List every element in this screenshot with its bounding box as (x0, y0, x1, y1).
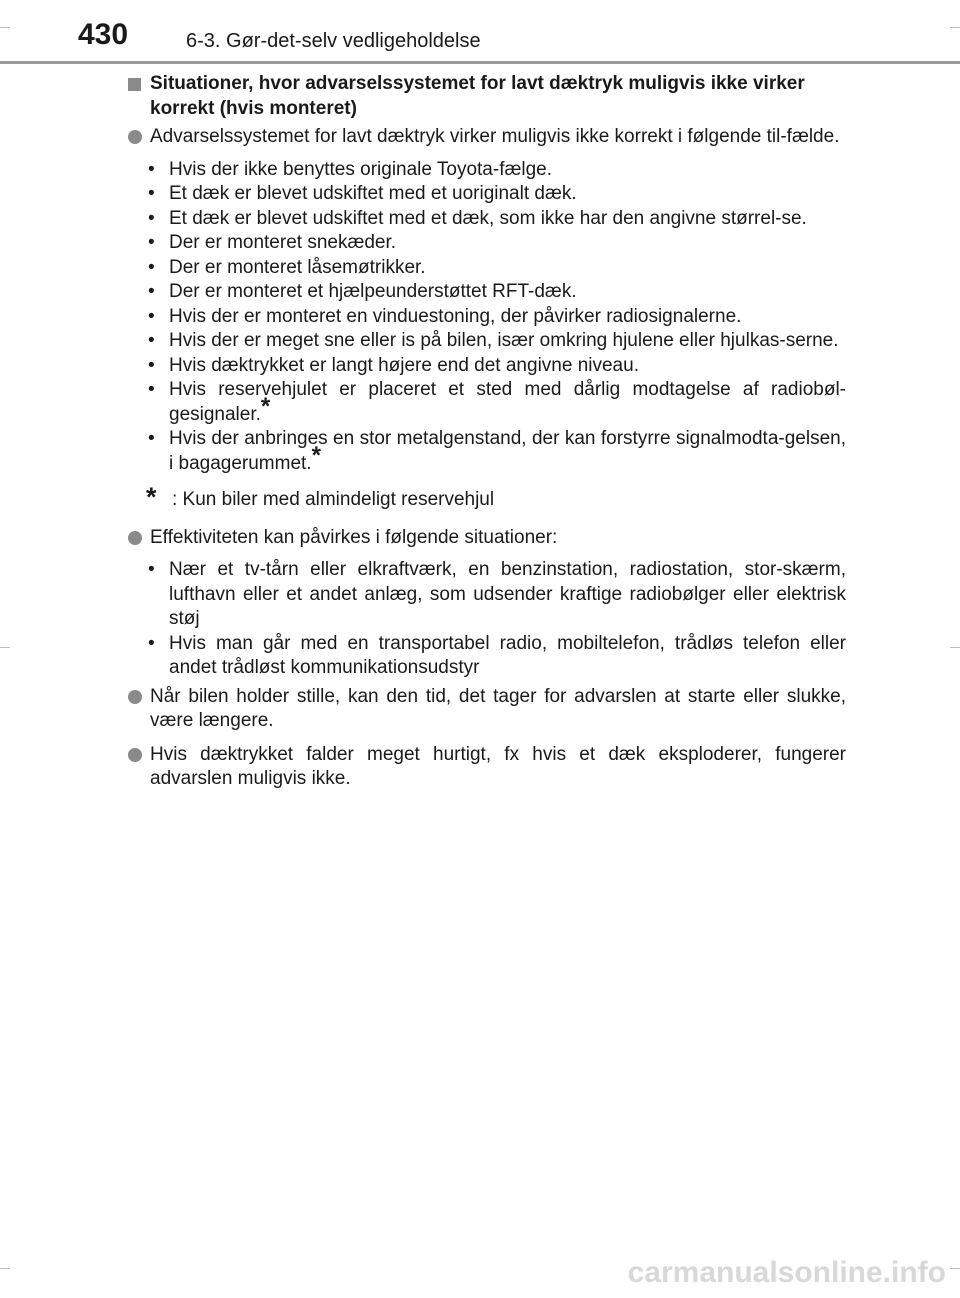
footnote-asterisk: * (146, 482, 157, 512)
bullet-mark: • (148, 330, 155, 351)
asterisk-marker: * (260, 392, 271, 420)
crop-tick-top-right (950, 27, 960, 28)
list-item (128, 256, 846, 281)
site-watermark: carmanualsonline.info (627, 1256, 946, 1289)
asterisk-marker: * (311, 441, 321, 469)
footnote-text: : Kun biler med almindeligt reservehjul (172, 489, 495, 510)
page-number: 430 (78, 18, 129, 51)
section-heading-text: Situationer, hvor advarselssystemet for lavt dæktryk muligvis ikke virker korrekt (hvis monteret) (150, 73, 805, 119)
list-item (128, 182, 846, 207)
list-item (128, 632, 846, 681)
circle-item-4-text: Hvis dæktrykket falder meget hurtigt, fx hvis et dæk eksploderer, fungerer advarslen muligvis ikke. (150, 743, 846, 789)
circle-item-4 (128, 743, 846, 792)
list-item-text: Hvis der ikke benyttes originale Toyota-fælge. (169, 158, 553, 180)
circle-bullet-icon (128, 531, 142, 545)
list-item (128, 354, 846, 379)
bullet-mark: • (148, 428, 155, 449)
list-item-text: Der er monteret et hjælpeunderstøttet RFT-dæk. (169, 281, 577, 302)
list-item-text: Hvis der er monteret en vinduestoning, der påvirker radiosignalerne. (169, 305, 742, 327)
circle-bullet-icon (128, 748, 142, 762)
square-bullet-icon (128, 78, 141, 91)
list-item-text: Hvis man går med en transportabel radio, mobiltelefon, trådløs telefon eller andet trådløst kommunikationsudstyr (169, 632, 846, 678)
list-item-text: Der er monteret snekæder. (169, 232, 397, 253)
page-header (0, 0, 960, 64)
list-item (128, 558, 846, 632)
footnote (128, 482, 846, 513)
bullet-mark: • (148, 183, 155, 204)
list-item-text: Et dæk er blevet udskiftet med et dæk, som ikke har den angivne størrel-se. (169, 207, 807, 229)
list-item (128, 378, 846, 427)
bullet-mark: • (148, 559, 155, 580)
list-item (128, 158, 846, 183)
bullet-mark: • (148, 158, 155, 180)
circle-item-1 (128, 125, 846, 150)
situation-list (128, 558, 846, 681)
list-item (128, 280, 846, 305)
list-item-text: Hvis reservehjulet er placeret et sted med dårlig modtagelse af radiobøl-gesignaler. (169, 379, 846, 425)
list-item-text: Et dæk er blevet udskiftet med et uoriginalt dæk. (169, 183, 577, 204)
list-item (128, 329, 846, 354)
circle-bullet-icon (128, 690, 142, 704)
list-item-text: Nær et tv-tårn eller elkraftværk, en benzinstation, radiostation, stor-skærm, lufthavn eller et andet anlæg, som udsender kraftige radiobølger eller elektrisk støj (169, 559, 846, 629)
list-item (128, 207, 846, 232)
circle-item-2-text: Effektiviteten kan påvirkes i følgende situationer: (150, 526, 558, 548)
crop-tick-bottom-right (950, 1268, 960, 1269)
circle-item-3 (128, 685, 846, 734)
bullet-mark: • (148, 232, 155, 253)
circle-item-1-text: Advarselssystemet for lavt dæktryk virker muligvis ikke korrekt i følgende til-fælde. (150, 126, 840, 147)
bullet-mark: • (148, 207, 155, 229)
condition-list (128, 158, 846, 477)
header-divider (0, 61, 960, 64)
crop-tick-mid-right (950, 647, 960, 648)
section-title: 6-3. Gør-det-selv vedligeholdelse (186, 30, 481, 52)
crop-tick-mid-left (0, 647, 10, 648)
list-item (128, 305, 846, 330)
list-item-text: Hvis der er meget sne eller is på bilen, især omkring hjulene eller hjulkas-serne. (169, 330, 839, 351)
list-item-text: Der er monteret låsemøtrikker. (169, 256, 426, 278)
bullet-mark: • (148, 632, 155, 654)
page-content (128, 72, 846, 792)
bullet-mark: • (148, 379, 155, 400)
bullet-mark: • (148, 305, 155, 327)
section-heading (128, 72, 846, 121)
circle-item-3-text: Når bilen holder stille, kan den tid, det tager for advarslen at starte eller slukke, være længere. (150, 685, 846, 731)
list-item-text: Hvis der anbringes en stor metalgenstand, der kan forstyrre signalmodta-gelsen, i bagagerummet. (169, 428, 846, 474)
bullet-mark: • (148, 256, 155, 278)
crop-tick-top-left (0, 27, 10, 28)
circle-bullet-icon (128, 130, 142, 144)
list-item (128, 427, 846, 476)
bullet-mark: • (148, 354, 155, 376)
list-item (128, 231, 846, 256)
list-item-text: Hvis dæktrykket er langt højere end det angivne niveau. (169, 354, 639, 376)
crop-tick-bottom-left (0, 1268, 10, 1269)
circle-item-2 (128, 526, 846, 551)
bullet-mark: • (148, 281, 155, 302)
